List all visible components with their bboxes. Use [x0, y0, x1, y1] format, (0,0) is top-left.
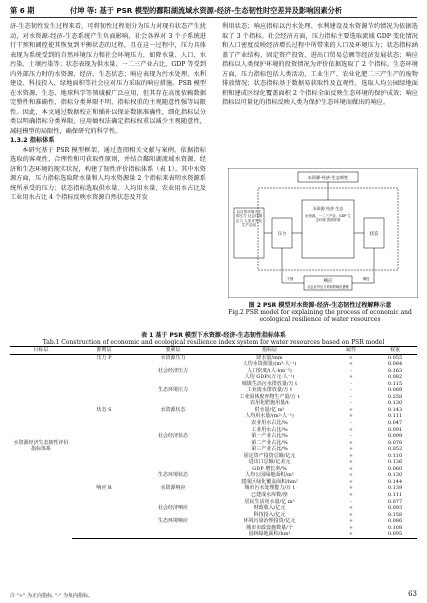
weight-cell: 0.077: [387, 498, 403, 505]
attribute-cell: -: [350, 387, 352, 394]
attribute-cell: -: [350, 393, 352, 400]
criterion-cell: 压力 P: [96, 354, 112, 361]
top-box-label: 水资源-经济-生态韧性: [307, 175, 349, 180]
weight-cell: 0.093: [387, 505, 403, 512]
attribute-cell: +: [348, 511, 354, 518]
attribute-cell: +: [329, 531, 373, 538]
attribute-cell: +: [348, 459, 354, 466]
weight-cell: 0.143: [387, 406, 403, 413]
header-cell: 要素层: [136, 347, 210, 355]
weight-cell: 0.082: [387, 374, 403, 381]
figure-caption-en: ecological resilience of water resources: [259, 316, 381, 323]
intervene-label: 干预: [286, 277, 294, 281]
pressure-label: 压力: [277, 232, 287, 237]
indicator-cell: 固定资产投资总额/亿元: [243, 452, 296, 459]
indicator-table: [10, 346, 417, 539]
indicator-cell: 工业用水占比/%: [251, 426, 288, 433]
indicator-cell: 人均 GDP/(万元·人⁻¹): [244, 374, 295, 381]
header-cell: 目标层: [10, 347, 72, 355]
attribute-cell: +: [348, 524, 354, 531]
system-detail: 水资源、一二三产业、GDP 生态环境 资源环境: [305, 214, 351, 223]
figure-caption-cn: 图 2 PSR 模型对水资源-经济-生态韧性过程解释示意: [248, 302, 392, 309]
indicator-cell: 园林绿地面积/hm²: [210, 531, 329, 538]
weight-cell: 0.111: [387, 492, 403, 499]
table-caption: [10, 330, 417, 346]
attribute-cell: +: [348, 446, 354, 453]
indicator-cell: 财政收入/亿元: [253, 505, 286, 512]
weight-cell: 0.055: [387, 354, 403, 361]
attribute-cell: +: [348, 406, 354, 413]
attribute-cell: +: [348, 374, 354, 381]
running-title: 付坤 等: 基于 PSR 模型的鄱阳湖流域水资源-经济-生态韧性时空差异及影响因素分析: [70, 6, 343, 15]
weight-cell: 0.108: [387, 524, 403, 531]
weight-cell: 0.144: [387, 478, 403, 485]
weight-cell: 0.158: [387, 511, 403, 518]
attribute-cell: -: [350, 380, 352, 387]
element-cell: 社会经济状态: [157, 433, 188, 440]
indicator-cell: 环境污染治理投资/亿元: [243, 518, 296, 525]
attribute-cell: -: [350, 420, 352, 427]
header-cell: 权重: [373, 347, 417, 355]
element-cell: 生态环境压力: [157, 387, 188, 394]
indicator-cell: 居民生活用水量/亿 m³: [244, 498, 295, 505]
attribute-cell: +: [348, 452, 354, 459]
attribute-cell: +: [348, 361, 354, 368]
indicator-cell: 已建成水库数/座: [251, 492, 288, 499]
system-label: 水资源 经济 生态: [312, 206, 344, 211]
paragraph: 利用状态；响应指标以污水处理、水利建设及水资源节约情况为依据选取了 3 个指标。社会经济方面，压力指标主要选取流域 GDP 变化情况和人口密度反映经济增长过程中所带来的人口及环境压力；状态指标涵盖了产业结构、固定资产投资、进出口贸易总额等经济发展状态；响应指标以人类保护环境的投资情况为评价依据选取了 2 个指标。生态环境方面，压力指标包括人类活动、工业生产、农业化肥二三产生产的废物排放情况；状态指标基于数据易获取性及直观性，选取人均公园绿地面积和建成区绿化覆盖面积 2 个指标全面反映生态环境的保护成效；响应指标以可量化的指标反映人类为保护生态环境而做出的响应。: [222, 23, 418, 106]
table-note: 注 "+" 为正向指标, "-" 为负向指标。: [10, 593, 94, 599]
issue-number: 第 6 期: [10, 6, 35, 15]
weight-cell: 0.258: [387, 393, 403, 400]
attribute-cell: +: [348, 413, 354, 420]
weight-cell: 0.095: [373, 531, 417, 538]
paragraph: 本研究基于 PSR 模型框架，通过查阅相关文献与案例，依据指标选取的客观性、合理性和可获取性原则，并结合鄱阳湖流域水资源、经济和生态环境的现实状况，构建了韧性评价指标体系（表 1）。其中水资源方面，压力指标选取降水量和人均水资源量 2 个指标来表明水资源系统所承受的压力；状态指标选取供水量、人均用水量、农业用水占比及工业用水占比 4 个指标反映水资源自然状态及开发: [10, 146, 206, 201]
table-caption-en: Tab.1 Construction of economic and ecological resilience index system for water resources based on PSR model: [42, 339, 385, 346]
table-row: [10, 354, 417, 361]
table-caption-cn: 表 1 基于 PSR 模型下水资源-经济-生态韧性指标体系: [141, 332, 286, 339]
pressure-source-label: 以自然环境为主的压力 社会环境压力 人类开发及生产活动: [235, 210, 263, 228]
response-label: 响应: [323, 279, 333, 284]
attribute-cell: +: [348, 485, 354, 492]
indicator-cell: 工业固体废弃物生产量/万 t: [239, 393, 300, 400]
attribute-cell: +: [348, 518, 354, 525]
attribute-cell: -: [350, 367, 352, 374]
indicator-cell: GDP 增长率/%: [252, 465, 287, 472]
header-cell: 属性: [329, 347, 373, 355]
attribute-cell: -: [350, 400, 352, 407]
indicator-cell: 第二产业占比/%: [251, 439, 288, 446]
weight-cell: 0.060: [387, 465, 403, 472]
indicator-cell: 工业废水排放量/万 t: [246, 387, 293, 394]
table-body: [10, 354, 417, 538]
indicator-cell: 第一产业占比/%: [251, 433, 288, 440]
running-header: [10, 5, 417, 18]
figure-caption: [222, 300, 418, 323]
left-column: [10, 22, 206, 203]
indicator-cell: 科技投入/亿元: [253, 511, 286, 518]
indicator-cell: 农业用水占比/%: [251, 420, 288, 427]
indicator-cell: 农用化肥施用量/t: [250, 400, 289, 407]
indicator-cell: 第三产业占比/%: [251, 446, 288, 453]
attribute-cell: +: [348, 492, 354, 499]
attribute-cell: -: [350, 498, 352, 505]
indicator-cell: 进出口总额/亿美元: [248, 459, 291, 466]
indicator-cell: 城市污水处理能力/万 t: [244, 485, 295, 492]
criterion-cell: 响应 R: [96, 485, 112, 492]
weight-cell: 0.089: [387, 387, 403, 394]
figure-caption-en: Fig.2 PSR model for explaining the process of economic and: [228, 309, 412, 316]
psr-diagram: [228, 168, 418, 298]
attribute-cell: +: [348, 439, 354, 446]
right-column: [222, 22, 418, 108]
element-cell: 水资源压力: [160, 354, 186, 361]
header-cell: 指标层: [210, 347, 329, 355]
element-cell: 生态环境状态: [157, 472, 188, 479]
header-cell: 准则层: [72, 347, 136, 355]
criterion-cell: 状态 S: [96, 406, 112, 413]
element-cell: 社会经济响应: [157, 505, 188, 512]
attribute-cell: +: [348, 472, 354, 479]
weight-cell: 0.130: [387, 400, 403, 407]
weight-cell: 0.052: [387, 446, 403, 453]
indicator-cell: 供水量/亿 m³: [254, 406, 285, 413]
goal-cell: 水资源经济生态韧性评价指标体系: [13, 439, 69, 453]
table-header-row: [10, 347, 417, 355]
indicator-cell: 人均用水量/(m³·人⁻¹): [245, 413, 294, 420]
indicator-cell: 建成区绿化覆盖面积/hm²: [241, 478, 298, 485]
attribute-cell: +: [348, 465, 354, 472]
element-cell: 社会经济压力: [157, 367, 188, 374]
weight-cell: 0.136: [387, 459, 403, 466]
weight-cell: 0.078: [387, 439, 403, 446]
page-number: 63: [408, 590, 417, 598]
weight-cell: 0.099: [387, 433, 403, 440]
element-cell: 水资源响应: [160, 485, 186, 492]
indicator-cell: 人口密度/(人·km⁻²): [247, 367, 292, 374]
section-heading: 1.3.2 指标体系: [10, 137, 55, 144]
attribute-cell: +: [348, 426, 354, 433]
criterion-cell: [72, 531, 136, 538]
element-cell: 生态环境响应: [157, 518, 188, 525]
weight-cell: 0.111: [387, 413, 403, 420]
response-detail: 社会应对压力采取的响应措施: [307, 285, 349, 289]
attribute-cell: +: [348, 505, 354, 512]
weight-cell: 0.084: [387, 361, 403, 368]
weight-cell: 0.047: [387, 420, 403, 427]
indicator-cell: 降水量/mm: [256, 354, 283, 361]
weight-cell: 0.115: [387, 380, 403, 387]
regulate-label: 调控: [362, 277, 370, 281]
attribute-cell: +: [348, 354, 354, 361]
element-cell: 水资源状态: [160, 406, 186, 413]
state-label: 状态: [369, 232, 379, 237]
weight-cell: 0.130: [387, 472, 403, 479]
indicator-cell: 城市市政设施数量/个: [246, 524, 293, 531]
attribute-cell: +: [348, 478, 354, 485]
attribute-cell: -: [350, 433, 352, 440]
indicator-cell: 人均水资源量/(m³·人⁻¹): [242, 361, 297, 368]
indicator-cell: 城镇生活污水排放量/万 t: [241, 380, 298, 387]
weight-cell: 0.110: [387, 452, 403, 459]
paragraph: 济-生态韧性发生过程来看，可将韧性过程划分为压力对现有状态产生扰动，对水资源-经济-生态系统产生负面影响，社会各界对 3 个子系统进行干预和调控使其恢复到平衡状态的过程，且在这一过程中，压力具体表现为系统受到的自然环境压力和社会环境压力，如降水量、人口、水污染、土壤污染等；状态表现为供水量、一二三产业占比、GDP 等受到内外部压力时的水资源、经济、生态状态；响应表现为污水处理、水利建设、科技投入、绿地面积等社会应对压力采取的响应措施。PSR 模型在水资源、生态、地球科学等领域被广泛应用，但其存在高度依赖数据完整性和准确性、指标分类界限不明、指标权重的主观随意性强等局限性。因此，本文通过数据校正和插补以保证数据准确性，细化指标层分类以明确指标分类界限，应用熵权法确定指标权重以减少主观随意性，减轻模型的局限性，确保研究的科学性。: [10, 23, 206, 135]
weight-cell: 0.139: [387, 485, 403, 492]
indicator-cell: 人均公园绿地面积/m²: [245, 472, 294, 479]
weight-cell: 0.086: [387, 518, 403, 525]
weight-cell: 0.091: [387, 426, 403, 433]
table-row: [10, 531, 417, 538]
weight-cell: 0.163: [387, 367, 403, 374]
element-cell: [136, 531, 210, 538]
